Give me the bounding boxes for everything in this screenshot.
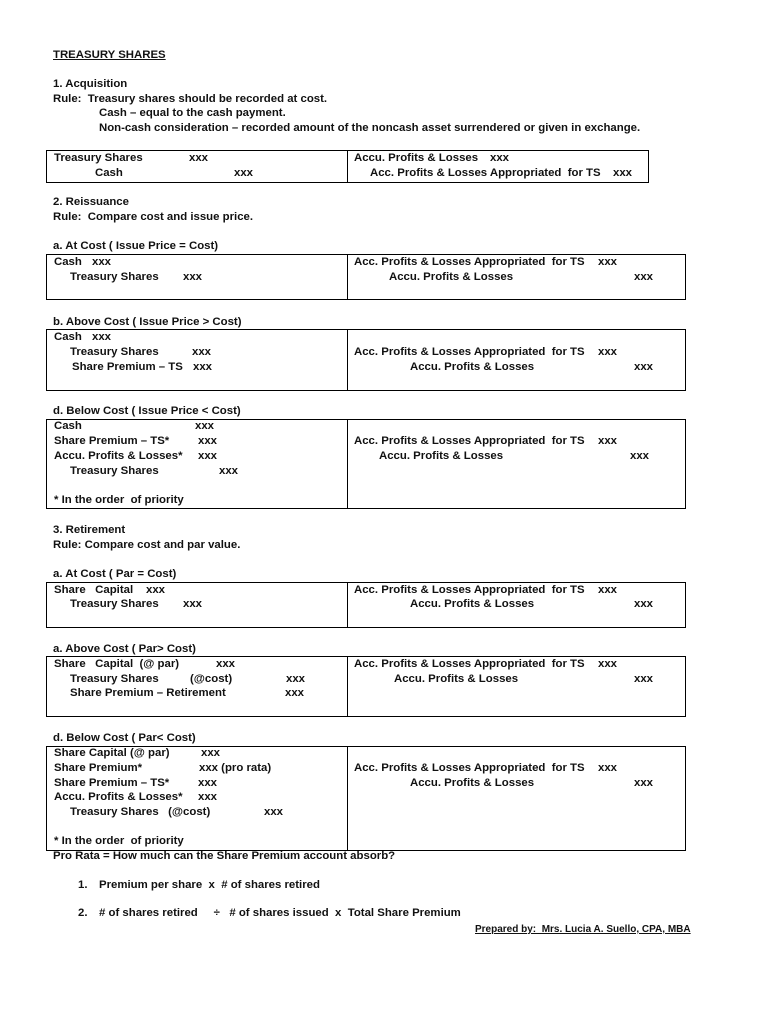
entry-divider bbox=[347, 150, 348, 182]
entry-debit-label: Share Premium – TS* bbox=[54, 435, 170, 447]
entry-debit-amount: xxx bbox=[598, 256, 618, 268]
acquisition-heading: 1. Acquisition bbox=[53, 78, 128, 90]
entry-credit-amount: xxx bbox=[193, 361, 213, 373]
entry-credit-amount: xxx bbox=[264, 806, 284, 818]
entry-debit-label: Acc. Profits & Losses Appropriated for TS bbox=[354, 762, 585, 774]
entry-divider bbox=[347, 254, 348, 299]
entry-credit-amount: xxx bbox=[286, 673, 306, 685]
entry-debit-label: Accu. Profits & Losses bbox=[354, 152, 479, 164]
entry-debit-amount: xxx bbox=[201, 747, 221, 759]
entry-credit-label: Accu. Profits & Losses bbox=[410, 361, 535, 373]
entry-debit-label: Cash bbox=[54, 420, 82, 432]
entry-divider bbox=[347, 746, 348, 850]
entry-debit-amount: xxx bbox=[146, 584, 166, 596]
entry-debit-label: Share Capital bbox=[54, 584, 134, 596]
entry-debit-label: Acc. Profits & Losses Appropriated for TS bbox=[354, 256, 585, 268]
acquisition-cash-rule: Cash – equal to the cash payment. bbox=[99, 107, 286, 119]
entry-debit-label: Cash bbox=[54, 331, 82, 343]
entry-credit-amount: xxx bbox=[183, 598, 203, 610]
entry-debit-label: Cash bbox=[54, 256, 82, 268]
entry-debit-label: Acc. Profits & Losses Appropriated for TS bbox=[354, 658, 585, 670]
entry-credit-label: Accu. Profits & Losses bbox=[389, 271, 514, 283]
entry-credit-label: Treasury Shares (@cost) bbox=[70, 806, 211, 818]
reissuance-heading: 2. Reissuance bbox=[53, 196, 129, 208]
entry-debit-amount: xxx bbox=[189, 152, 209, 164]
entry-credit-label: Accu. Profits & Losses bbox=[410, 777, 535, 789]
entry-debit-label: Acc. Profits & Losses Appropriated for TS bbox=[354, 584, 585, 596]
entry-debit-amount: xxx bbox=[598, 762, 618, 774]
entry-credit-amount: xxx bbox=[234, 167, 254, 179]
entry-credit-label: Acc. Profits & Losses Appropriated for TS bbox=[370, 167, 601, 179]
retirement-above-cost-heading: a. Above Cost ( Par> Cost) bbox=[53, 643, 196, 655]
entry-debit-label: Acc. Profits & Losses Appropriated for TS bbox=[354, 435, 585, 447]
entry-credit-amount: xxx bbox=[634, 673, 654, 685]
entry-credit-label: Share Premium – TS bbox=[72, 361, 183, 373]
entry-debit-amount: xxx bbox=[198, 450, 218, 462]
entry-divider bbox=[347, 419, 348, 508]
entry-divider bbox=[347, 656, 348, 716]
entry-credit-label: Treasury Shares bbox=[70, 465, 159, 477]
pro-rata-item-text: # of shares retired ÷ # of shares issued x Total Share Premium bbox=[99, 907, 461, 919]
entry-credit-label: Share Premium – Retirement bbox=[70, 687, 226, 699]
entry-debit-amount: xxx bbox=[198, 777, 218, 789]
reissuance-above-cost-heading: b. Above Cost ( Issue Price > Cost) bbox=[53, 316, 242, 328]
entry-debit-label: Share Capital (@ par) bbox=[54, 658, 180, 670]
entry-credit-label: Treasury Shares bbox=[70, 673, 159, 685]
entry-debit-amount: xxx bbox=[92, 256, 112, 268]
acquisition-rule: Rule: Treasury shares should be recorded at cost. bbox=[53, 93, 328, 105]
priority-note: * In the order of priority bbox=[54, 494, 184, 506]
entry-credit-amount: xxx bbox=[634, 598, 654, 610]
entry-debit-amount: xxx bbox=[598, 346, 618, 358]
page-title: TREASURY SHARES bbox=[53, 49, 166, 61]
entry-debit-amount: xxx bbox=[198, 791, 218, 803]
priority-note: * In the order of priority bbox=[54, 835, 184, 847]
entry-debit-label: Accu. Profits & Losses* bbox=[54, 791, 183, 803]
cost-basis-note: (@cost) bbox=[190, 673, 233, 685]
entry-credit-amount: xxx bbox=[634, 361, 654, 373]
reissuance-below-cost-heading: d. Below Cost ( Issue Price < Cost) bbox=[53, 405, 241, 417]
entry-credit-label: Cash bbox=[95, 167, 123, 179]
pro-rata-item-number: 2. bbox=[78, 907, 88, 919]
entry-debit-amount: xxx bbox=[598, 435, 618, 447]
retirement-heading: 3. Retirement bbox=[53, 524, 126, 536]
entry-debit-amount: xxx bbox=[198, 435, 218, 447]
entry-credit-amount: xxx bbox=[613, 167, 633, 179]
entry-credit-label: Accu. Profits & Losses bbox=[410, 598, 535, 610]
entry-credit-label: Treasury Shares bbox=[70, 346, 159, 358]
entry-credit-label: Treasury Shares bbox=[70, 598, 159, 610]
entry-debit-label: Accu. Profits & Losses* bbox=[54, 450, 183, 462]
pro-rata-item-text: Premium per share x # of shares retired bbox=[99, 879, 320, 891]
entry-debit-label: Acc. Profits & Losses Appropriated for TS bbox=[354, 346, 585, 358]
entry-debit-amount: xxx bbox=[92, 331, 112, 343]
entry-credit-label: Accu. Profits & Losses bbox=[379, 450, 504, 462]
reissuance-at-cost-heading: a. At Cost ( Issue Price = Cost) bbox=[53, 240, 219, 252]
entry-debit-label: Treasury Shares bbox=[54, 152, 143, 164]
entry-debit-label: Share Premium – TS* bbox=[54, 777, 170, 789]
retirement-below-cost-heading: d. Below Cost ( Par< Cost) bbox=[53, 732, 196, 744]
entry-credit-amount: xxx bbox=[183, 271, 203, 283]
retirement-rule: Rule: Compare cost and par value. bbox=[53, 539, 241, 551]
entry-debit-amount: xxx bbox=[195, 420, 215, 432]
entry-credit-amount: xxx bbox=[634, 777, 654, 789]
entry-credit-amount: xxx bbox=[634, 271, 654, 283]
entry-debit-amount: xxx bbox=[216, 658, 236, 670]
entry-debit-label: Share Capital (@ par) bbox=[54, 747, 170, 759]
entry-credit-amount: xxx bbox=[630, 450, 650, 462]
entry-credit-label: Accu. Profits & Losses bbox=[394, 673, 519, 685]
entry-debit-amount: xxx bbox=[598, 658, 618, 670]
entry-credit-amount: xxx bbox=[219, 465, 239, 477]
prepared-by: Prepared by: Mrs. Lucia A. Suello, CPA, MBA bbox=[475, 924, 691, 935]
entry-divider bbox=[347, 582, 348, 627]
acquisition-noncash-rule: Non-cash consideration – recorded amount of the noncash asset surrendered or given in exchange. bbox=[99, 122, 641, 134]
pro-rata-item-number: 1. bbox=[78, 879, 88, 891]
entry-debit-label: Share Premium* bbox=[54, 762, 142, 774]
entry-debit-amount: xxx bbox=[490, 152, 510, 164]
entry-debit-amount: xxx bbox=[598, 584, 618, 596]
entry-credit-amount: xxx bbox=[285, 687, 305, 699]
reissuance-rule: Rule: Compare cost and issue price. bbox=[53, 211, 254, 223]
entry-credit-label: Treasury Shares bbox=[70, 271, 159, 283]
retirement-at-cost-heading: a. At Cost ( Par = Cost) bbox=[53, 568, 177, 580]
pro-rata-question: Pro Rata = How much can the Share Premium account absorb? bbox=[53, 850, 396, 862]
entry-debit-amount: xxx (pro rata) bbox=[199, 762, 272, 774]
entry-divider bbox=[347, 329, 348, 390]
entry-credit-amount: xxx bbox=[192, 346, 212, 358]
